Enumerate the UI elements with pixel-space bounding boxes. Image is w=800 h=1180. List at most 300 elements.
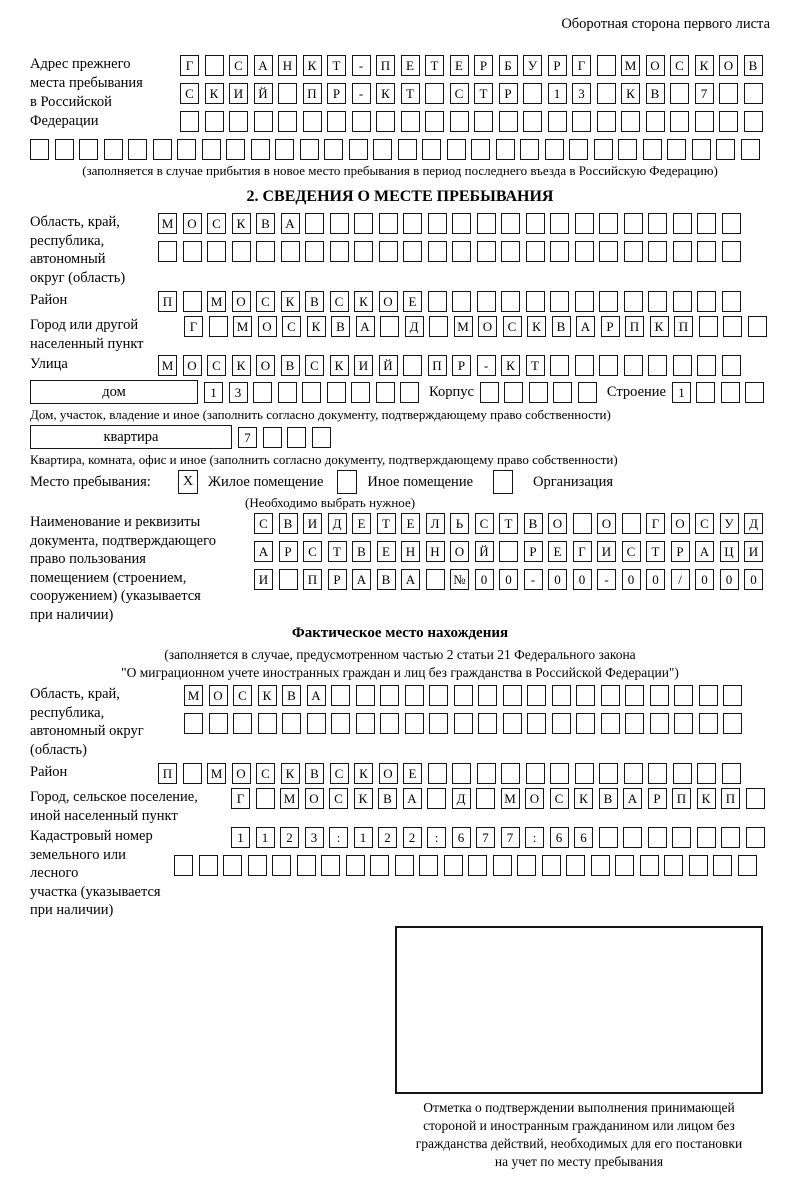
char-box: К xyxy=(376,83,395,104)
char-box xyxy=(696,382,715,403)
char-box xyxy=(352,111,371,132)
char-box xyxy=(207,241,226,262)
char-box: О xyxy=(209,685,228,706)
char-box: Т xyxy=(377,513,396,534)
char-box xyxy=(575,213,594,234)
section2-title: 2. СВЕДЕНИЯ О МЕСТЕ ПРЕБЫВАНИЯ xyxy=(246,188,554,205)
char-box xyxy=(425,83,444,104)
text-line: (заполняется в случае, предусмотренном частью 2 статьи 21 Федерального закона xyxy=(164,647,636,662)
text-line: документа, подтверждающего xyxy=(30,532,216,549)
text-line: право пользования xyxy=(30,551,146,567)
char-box: А xyxy=(356,316,375,337)
char-box xyxy=(354,241,373,262)
char-box xyxy=(474,111,493,132)
char-box: О xyxy=(183,213,202,234)
char-box: Й xyxy=(475,541,494,562)
char-box xyxy=(282,713,301,734)
char-box: К xyxy=(258,685,277,706)
char-box xyxy=(477,213,496,234)
char-box: П xyxy=(625,316,644,337)
char-box xyxy=(403,355,422,376)
char-box xyxy=(741,139,760,160)
previous-address-rows xyxy=(180,55,763,132)
char-box xyxy=(422,139,441,160)
char-box xyxy=(233,713,252,734)
char-box xyxy=(376,382,395,403)
char-box: Г xyxy=(572,55,591,76)
char-box xyxy=(354,213,373,234)
char-box: В xyxy=(279,513,298,534)
char-box: 1 xyxy=(354,827,373,848)
char-box xyxy=(569,139,588,160)
actual-city-label xyxy=(30,788,231,825)
street-label: Улица xyxy=(30,356,68,372)
char-box: - xyxy=(477,355,496,376)
char-box xyxy=(744,111,763,132)
text-line: места пребывания xyxy=(30,75,143,91)
char-box xyxy=(721,382,740,403)
char-box xyxy=(601,685,620,706)
char-box: П xyxy=(721,788,740,809)
district-row xyxy=(158,291,741,312)
char-box xyxy=(503,713,522,734)
char-box: Ц xyxy=(720,541,739,562)
char-box: 1 xyxy=(672,382,691,403)
char-box: О xyxy=(305,788,324,809)
char-box: А xyxy=(352,569,371,590)
char-box xyxy=(527,713,546,734)
char-box: В xyxy=(378,788,397,809)
char-box xyxy=(689,855,708,876)
char-box xyxy=(256,788,275,809)
char-box: А xyxy=(623,788,642,809)
char-box: Р xyxy=(548,55,567,76)
text-line: гражданства действий, необходимых для его постановки xyxy=(415,1135,743,1151)
char-box xyxy=(501,213,520,234)
char-box xyxy=(591,855,610,876)
char-box xyxy=(452,763,471,784)
char-box xyxy=(624,291,643,312)
char-box: С xyxy=(254,513,273,534)
actual-district-row xyxy=(158,763,741,784)
char-box xyxy=(30,139,49,160)
residential-label: Жилое помещение xyxy=(208,473,324,490)
char-box: 0 xyxy=(573,569,592,590)
house-type-box: дом xyxy=(30,380,198,404)
stroenie-cells xyxy=(672,382,765,403)
char-box xyxy=(395,855,414,876)
char-box xyxy=(253,382,272,403)
char-box xyxy=(723,713,742,734)
char-box xyxy=(550,291,569,312)
char-box xyxy=(748,316,767,337)
char-box: В xyxy=(646,83,665,104)
document-row-3 xyxy=(254,569,763,590)
house-row xyxy=(30,380,770,404)
char-box xyxy=(305,213,324,234)
char-box xyxy=(184,713,203,734)
confirmation-stamp-box xyxy=(395,926,763,1094)
cadastral-label xyxy=(30,827,174,920)
char-box xyxy=(699,685,718,706)
char-box: М xyxy=(184,685,203,706)
char-box xyxy=(174,855,193,876)
char-box: С xyxy=(329,788,348,809)
char-box xyxy=(499,541,518,562)
actual-city-field xyxy=(30,788,770,825)
text-line: Адрес прежнего xyxy=(30,56,131,72)
char-box: О xyxy=(232,291,251,312)
char-box xyxy=(695,111,714,132)
char-box: В xyxy=(744,55,763,76)
char-box xyxy=(330,241,349,262)
char-box xyxy=(428,763,447,784)
char-box xyxy=(429,713,448,734)
char-box: Е xyxy=(548,541,567,562)
char-box xyxy=(723,685,742,706)
char-box xyxy=(667,139,686,160)
char-box: Р xyxy=(328,569,347,590)
char-box xyxy=(370,855,389,876)
char-box xyxy=(444,855,463,876)
text-line: помещением (строением, xyxy=(30,569,187,586)
char-box: В xyxy=(305,291,324,312)
char-box xyxy=(429,316,448,337)
text-line: автономный xyxy=(30,251,106,267)
char-box: П xyxy=(158,763,177,784)
char-box xyxy=(640,855,659,876)
char-box xyxy=(643,139,662,160)
char-box xyxy=(697,241,716,262)
char-box: М xyxy=(207,291,226,312)
char-box xyxy=(281,241,300,262)
char-box: 7 xyxy=(501,827,520,848)
char-box xyxy=(346,855,365,876)
stay-type-note: (Необходимо выбрать нужное) xyxy=(245,495,416,510)
actual-location-title: Фактическое место нахождения xyxy=(291,625,509,641)
previous-address-note: (заполняется в случае прибытия в новое место пребывания в период последнего въезда в Российскую Федерацию) xyxy=(82,163,718,178)
char-box: № xyxy=(450,569,469,590)
apartment-number-cells xyxy=(238,427,331,448)
char-box: Е xyxy=(403,291,422,312)
char-box xyxy=(722,355,741,376)
char-box xyxy=(746,827,765,848)
region-rows xyxy=(158,213,741,262)
char-box xyxy=(648,213,667,234)
char-box: О xyxy=(671,513,690,534)
char-box: 1 xyxy=(231,827,250,848)
char-box xyxy=(419,855,438,876)
char-box xyxy=(128,139,147,160)
char-box xyxy=(575,291,594,312)
char-box xyxy=(223,855,242,876)
char-box xyxy=(526,291,545,312)
char-box: А xyxy=(254,541,273,562)
char-box xyxy=(376,111,395,132)
char-box: В xyxy=(377,569,396,590)
text-line: Город или другой xyxy=(30,317,139,333)
char-box: А xyxy=(254,55,273,76)
char-box xyxy=(526,213,545,234)
char-box: 6 xyxy=(574,827,593,848)
cadastral-rows xyxy=(174,827,765,876)
text-line: (область) xyxy=(30,741,87,758)
char-box: П xyxy=(672,788,691,809)
char-box: С xyxy=(305,355,324,376)
char-box: Н xyxy=(426,541,445,562)
text-line: при наличии) xyxy=(30,902,114,918)
char-box xyxy=(180,111,199,132)
char-box: 6 xyxy=(550,827,569,848)
char-box: А xyxy=(576,316,595,337)
char-box xyxy=(254,111,273,132)
char-box xyxy=(351,382,370,403)
char-box xyxy=(279,569,298,590)
actual-district-field xyxy=(30,763,770,784)
char-box: 2 xyxy=(378,827,397,848)
char-box xyxy=(258,713,277,734)
char-box xyxy=(356,713,375,734)
char-box xyxy=(454,685,473,706)
char-box xyxy=(673,213,692,234)
char-box: 7 xyxy=(238,427,257,448)
cadastral-row-2 xyxy=(174,855,765,876)
char-box xyxy=(664,855,683,876)
char-box: А xyxy=(307,685,326,706)
char-box: У xyxy=(720,513,739,534)
char-box xyxy=(722,291,741,312)
char-box xyxy=(429,685,448,706)
text-line: Федерации xyxy=(30,113,99,129)
char-box: Т xyxy=(401,83,420,104)
previous-address-row-3 xyxy=(180,111,763,132)
char-box: Р xyxy=(648,788,667,809)
char-box xyxy=(496,139,515,160)
char-box: 0 xyxy=(695,569,714,590)
char-box: Т xyxy=(328,541,347,562)
char-box xyxy=(646,111,665,132)
char-box xyxy=(648,827,667,848)
char-box: А xyxy=(401,569,420,590)
char-box xyxy=(650,685,669,706)
char-box: 6 xyxy=(452,827,471,848)
char-box xyxy=(428,291,447,312)
char-box: 3 xyxy=(572,83,591,104)
char-box: С xyxy=(282,316,301,337)
char-box xyxy=(501,763,520,784)
text-line: Наименование и реквизиты xyxy=(30,514,201,530)
char-box xyxy=(477,241,496,262)
char-box xyxy=(650,713,669,734)
char-box: В xyxy=(552,316,571,337)
street-row xyxy=(158,355,741,376)
other-premises-checkbox xyxy=(337,470,357,494)
char-box: Р xyxy=(601,316,620,337)
char-box xyxy=(499,111,518,132)
char-box: С xyxy=(207,213,226,234)
char-box: О xyxy=(646,55,665,76)
char-box xyxy=(529,382,548,403)
district-field xyxy=(30,291,770,312)
char-box xyxy=(477,763,496,784)
char-box: О xyxy=(548,513,567,534)
char-box xyxy=(744,83,763,104)
char-box: К xyxy=(354,763,373,784)
char-box: - xyxy=(524,569,543,590)
char-box xyxy=(477,291,496,312)
char-box xyxy=(697,827,716,848)
char-box: Р xyxy=(499,83,518,104)
char-box xyxy=(183,763,202,784)
previous-address-label xyxy=(30,55,180,131)
char-box: Е xyxy=(401,513,420,534)
text-line: Отметка о подтверждении выполнения принимающей xyxy=(423,1099,735,1115)
char-box xyxy=(226,139,245,160)
char-box xyxy=(722,241,741,262)
char-box: 7 xyxy=(695,83,714,104)
char-box: Г xyxy=(180,55,199,76)
char-box xyxy=(697,355,716,376)
char-box xyxy=(599,213,618,234)
char-box xyxy=(501,291,520,312)
char-box xyxy=(597,83,616,104)
char-box xyxy=(648,241,667,262)
char-box xyxy=(719,83,738,104)
char-box: К xyxy=(354,291,373,312)
char-box: К xyxy=(281,291,300,312)
apartment-type-box: квартира xyxy=(30,425,232,449)
char-box xyxy=(597,111,616,132)
char-box: Д xyxy=(744,513,763,534)
char-box xyxy=(55,139,74,160)
char-box: Й xyxy=(379,355,398,376)
char-box: 7 xyxy=(476,827,495,848)
char-box: О xyxy=(478,316,497,337)
char-box: К xyxy=(501,355,520,376)
char-box: К xyxy=(695,55,714,76)
char-box xyxy=(624,355,643,376)
char-box xyxy=(622,513,641,534)
text-line: округ (область) xyxy=(30,269,126,286)
char-box: Е xyxy=(403,763,422,784)
char-box: О xyxy=(379,291,398,312)
char-box: Д xyxy=(405,316,424,337)
char-box: : xyxy=(525,827,544,848)
char-box xyxy=(478,713,497,734)
char-box xyxy=(552,685,571,706)
char-box xyxy=(248,855,267,876)
char-box: К xyxy=(621,83,640,104)
char-box xyxy=(256,241,275,262)
char-box: 1 xyxy=(204,382,223,403)
char-box: М xyxy=(501,788,520,809)
char-box xyxy=(504,382,523,403)
char-box: Г xyxy=(573,541,592,562)
document-field xyxy=(30,513,770,624)
char-box xyxy=(275,139,294,160)
apartment-row xyxy=(30,425,770,449)
char-box: Т xyxy=(474,83,493,104)
char-box xyxy=(723,316,742,337)
char-box xyxy=(597,55,616,76)
char-box xyxy=(697,291,716,312)
stay-type-label: Место пребывания: xyxy=(30,473,151,490)
char-box: Е xyxy=(352,513,371,534)
text-line: Город, сельское поселение, xyxy=(30,789,198,805)
char-box: 2 xyxy=(403,827,422,848)
char-box xyxy=(503,685,522,706)
char-box: С xyxy=(207,355,226,376)
char-box: В xyxy=(281,355,300,376)
char-box xyxy=(576,685,595,706)
char-box: Р xyxy=(452,355,471,376)
char-box: С xyxy=(503,316,522,337)
confirmation-stamp-caption xyxy=(395,1099,763,1171)
district-label: Район xyxy=(30,292,68,308)
char-box: 1 xyxy=(548,83,567,104)
char-box: С xyxy=(450,83,469,104)
region-row-2 xyxy=(158,241,741,262)
char-box xyxy=(379,241,398,262)
char-box: Е xyxy=(377,541,396,562)
char-box xyxy=(452,291,471,312)
char-box xyxy=(699,316,718,337)
char-box xyxy=(692,139,711,160)
char-box xyxy=(278,83,297,104)
char-box xyxy=(380,316,399,337)
char-box: А xyxy=(695,541,714,562)
char-box xyxy=(302,382,321,403)
char-box: Р xyxy=(671,541,690,562)
char-box: И xyxy=(354,355,373,376)
char-box xyxy=(183,291,202,312)
char-box: К xyxy=(232,213,251,234)
char-box xyxy=(229,111,248,132)
char-box: Л xyxy=(426,513,445,534)
char-box xyxy=(738,855,757,876)
char-box xyxy=(548,111,567,132)
char-box: П xyxy=(376,55,395,76)
char-box xyxy=(263,427,282,448)
char-box xyxy=(379,213,398,234)
char-box xyxy=(501,241,520,262)
char-box: К xyxy=(574,788,593,809)
residential-checkbox: X xyxy=(178,470,198,494)
char-box xyxy=(401,111,420,132)
previous-address-row-4 xyxy=(30,139,770,160)
char-box xyxy=(566,855,585,876)
char-box: С xyxy=(229,55,248,76)
char-box: О xyxy=(258,316,277,337)
char-box: Т xyxy=(499,513,518,534)
char-box xyxy=(380,685,399,706)
char-box xyxy=(330,213,349,234)
city-label xyxy=(30,316,184,353)
char-box xyxy=(331,685,350,706)
char-box: К xyxy=(307,316,326,337)
other-premises-label: Иное помещение xyxy=(367,473,474,490)
stroenie-label: Строение xyxy=(606,383,666,400)
char-box: М xyxy=(158,213,177,234)
char-box xyxy=(405,713,424,734)
char-box: Р xyxy=(524,541,543,562)
char-box: Т xyxy=(327,55,346,76)
document-row-1 xyxy=(254,513,763,534)
char-box xyxy=(312,427,331,448)
char-box xyxy=(624,213,643,234)
char-box xyxy=(199,855,218,876)
char-box: Т xyxy=(646,541,665,562)
